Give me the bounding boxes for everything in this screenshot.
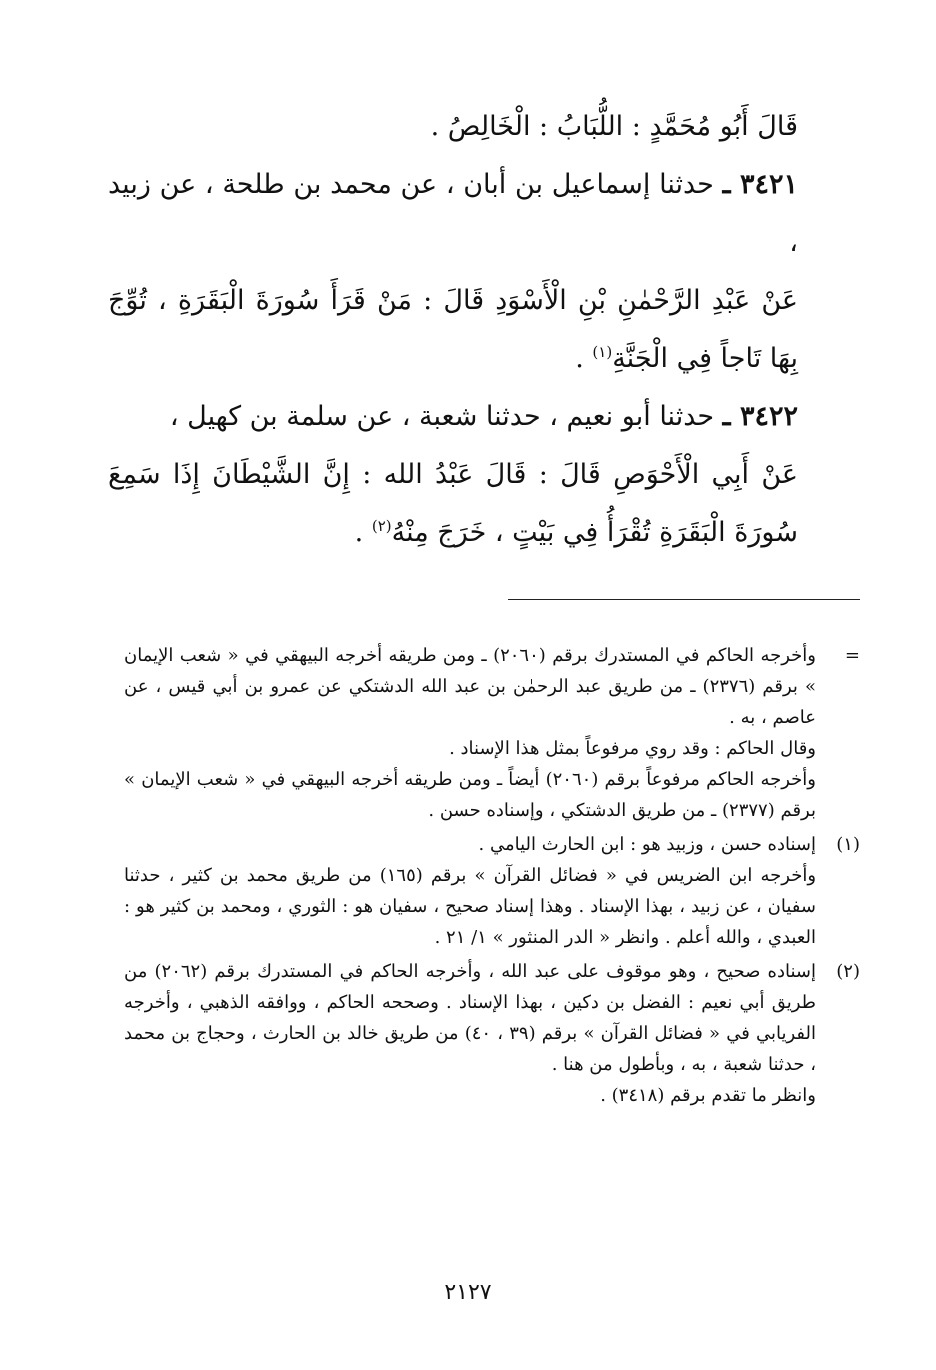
footnote-mark: (٢) — [836, 961, 860, 982]
hadith-isnad: حدثنا إسماعيل بن أبان ، عن محمد بن طلحة ، عن زبيد ، — [108, 169, 798, 258]
footnote-body — [124, 956, 816, 1111]
hadith-3422-text — [108, 446, 798, 562]
hadith-number: ٣٤٢٢ ـ — [722, 401, 798, 432]
footnote-body — [124, 640, 816, 826]
hadith-3421-isnad — [108, 156, 798, 272]
footnote-line: وانظر ما تقدم برقم (٣٤١٨) . — [600, 1085, 816, 1106]
footnote-1 — [124, 829, 860, 953]
hadith-number: ٣٤٢١ ـ — [722, 169, 798, 200]
footnote-ref-1[interactable]: (١) — [592, 343, 613, 361]
footnote-separator — [508, 599, 860, 600]
footnotes — [124, 640, 860, 1111]
hadith-isnad: حدثنا أبو نعيم ، حدثنا شعبة ، عن سلمة بن كهيل ، — [169, 401, 715, 432]
footnote-mark: (١) — [836, 834, 860, 855]
footnote-line: وأخرجه ابن الضريس في « فضائل القرآن » برقم (١٦٥) من طريق محمد بن كثير ، حدثنا سفيان ، عن زبيد ، بهذا الإسناد . وهذا إسناد صحيح ، سفيان هو : الثوري ، ومحمد بن كثير هو : العبدي ، والله أعلم . وانظر « الدر المنثور » ١/ ٢١ . — [124, 865, 817, 948]
footnote-body — [124, 829, 816, 953]
hadith-end-mark: . — [354, 517, 372, 548]
footnote-ref-2[interactable]: (٢) — [371, 517, 392, 535]
footnote-2 — [124, 956, 860, 1111]
page-number: ٢١٢٧ — [444, 1280, 492, 1305]
hadith-3422-isnad — [108, 388, 798, 446]
footnote-line: وقال الحاكم : وقد روي مرفوعاً بمثل هذا الإسناد . — [449, 738, 816, 759]
hadith-matn: عَنْ أَبِي الْأَحْوَصِ قَالَ : قَالَ عَبْدُ الله : إِنَّ الشَّيْطَانَ إِذَا سَمِعَ سُورَةَ الْبَقَرَةِ تُقْرَأُ فِي بَيْتٍ ، خَرَجَ مِنْهُ — [108, 459, 798, 548]
abu-muhammad-gloss: قَالَ أَبُو مُحَمَّدٍ : اللُّبَابُ : الْخَالِصُ . — [430, 111, 798, 142]
footnote-line: إسناده حسن ، وزبيد هو : ابن الحارث اليامي . — [478, 834, 816, 855]
footnote-continued — [124, 640, 860, 826]
footnote-mark: = — [844, 645, 860, 666]
hadith-end-mark: . — [575, 343, 593, 374]
footnote-line: وأخرجه الحاكم مرفوعاً برقم (٢٠٦٠) أيضاً ـ ومن طريقه أخرجه البيهقي في « شعب الإيمان » برقم (٢٣٧٧) ـ من طريق الدشتكي ، وإسناده حسن . — [124, 769, 816, 821]
main-text — [108, 98, 798, 562]
hadith-matn: عَنْ عَبْدِ الرَّحْمٰنِ بْنِ الْأَسْوَدِ قَالَ : مَنْ قَرَأَ سُورَةَ الْبَقَرَةِ ، تُوِّجَ بِهَا تَاجاً فِي الْجَنَّةِ — [108, 285, 798, 374]
hadith-3421-text — [108, 272, 798, 388]
footnote-line: وأخرجه الحاكم في المستدرك برقم (٢٠٦٠) ـ ومن طريقه أخرجه البيهقي في « شعب الإيمان » برقم (٢٣٧٦) ـ من طريق عبد الرحمٰن بن عبد الله الدشتكي عن عمرو بن أبي قيس ، عن عاصم ، به . — [124, 645, 816, 728]
footnote-line: إسناده صحيح ، وهو موقوف على عبد الله ، وأخرجه الحاكم في المستدرك برقم (٢٠٦٢) من طريق أبي نعيم : الفضل بن دكين ، بهذا الإسناد . وصححه الحاكم ، ووافقه الذهبي ، وأخرجه الفريابي في « فضائل القرآن » برقم (٣٩ ، ٤٠) من طريق خالد بن الحارث ، وحجاج بن محمد ، حدثنا شعبة ، به ، وبأطول من هنا . — [124, 961, 816, 1075]
